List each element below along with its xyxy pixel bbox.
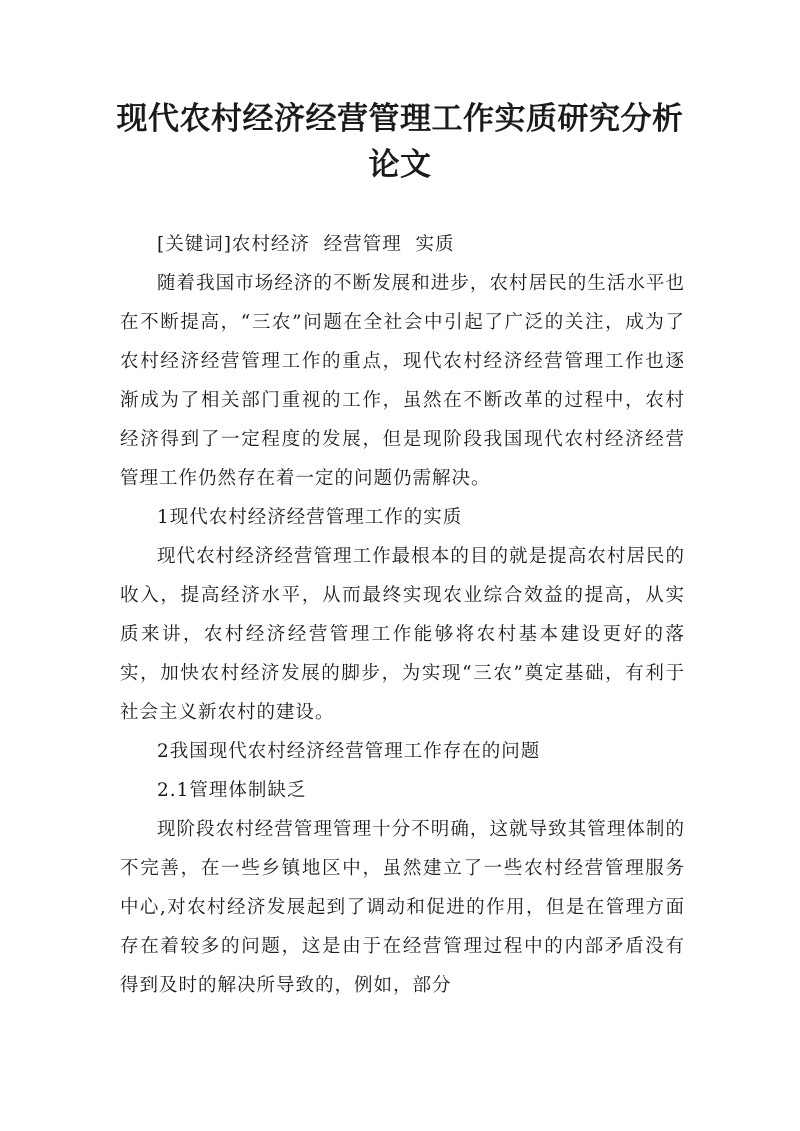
title-line-1: 现代农村经济经营管理工作实质研究分析 [116,101,684,137]
paragraph-section-1: 现代农村经济经营管理工作最根本的目的就是提高农村居民的收入，提高经济水平，从而最终实现农业综合效益的提高，从实质来讲，农村经济经营管理工作能够将农村基本建设更好的落实，加快农村经济发展的脚步，为实现“三农”奠定基础，有利于社会主义新农村的建设。 [120,546,685,723]
section-heading-2: 2我国现代农村经济经营管理工作存在的问题 [157,741,541,762]
section-heading-1: 1现代农村经济经营管理工作的实质 [157,507,463,528]
document-title [0,96,800,188]
subsection-heading-2-1: 2.1管理体制缺乏 [157,780,307,801]
paragraph-section-2-1: 现阶段农村经营管理管理十分不明确，这就导致其管理体制的不完善，在一些乡镇地区中，虽然建立了一些农村经营管理服务中心,对农村经济发展起到了调动和促进的作用，但是在管理方面存在着较多的问题，这是由于在经营管理过程中的内部矛盾没有得到及时的解决所导致的，例如，部分 [120,819,685,996]
document-body [120,225,685,1005]
title-line-2: 论文 [368,147,432,183]
paragraph-intro: 随着我国市场经济的不断发展和进步，农村居民的生活水平也在不断提高，“三农”问题在全社会中引起了广泛的关注，成为了农村经济经营管理工作的重点，现代农村经济经营管理工作也逐渐成为了相关部门重视的工作，虽然在不断改革的过程中，农村经济得到了一定程度的发展，但是现阶段我国现代农村经济经营管理工作仍然存在着一定的问题仍需解决。 [120,273,685,489]
keywords-line: [关键词]农村经济 经营管理 实质 [157,234,455,255]
